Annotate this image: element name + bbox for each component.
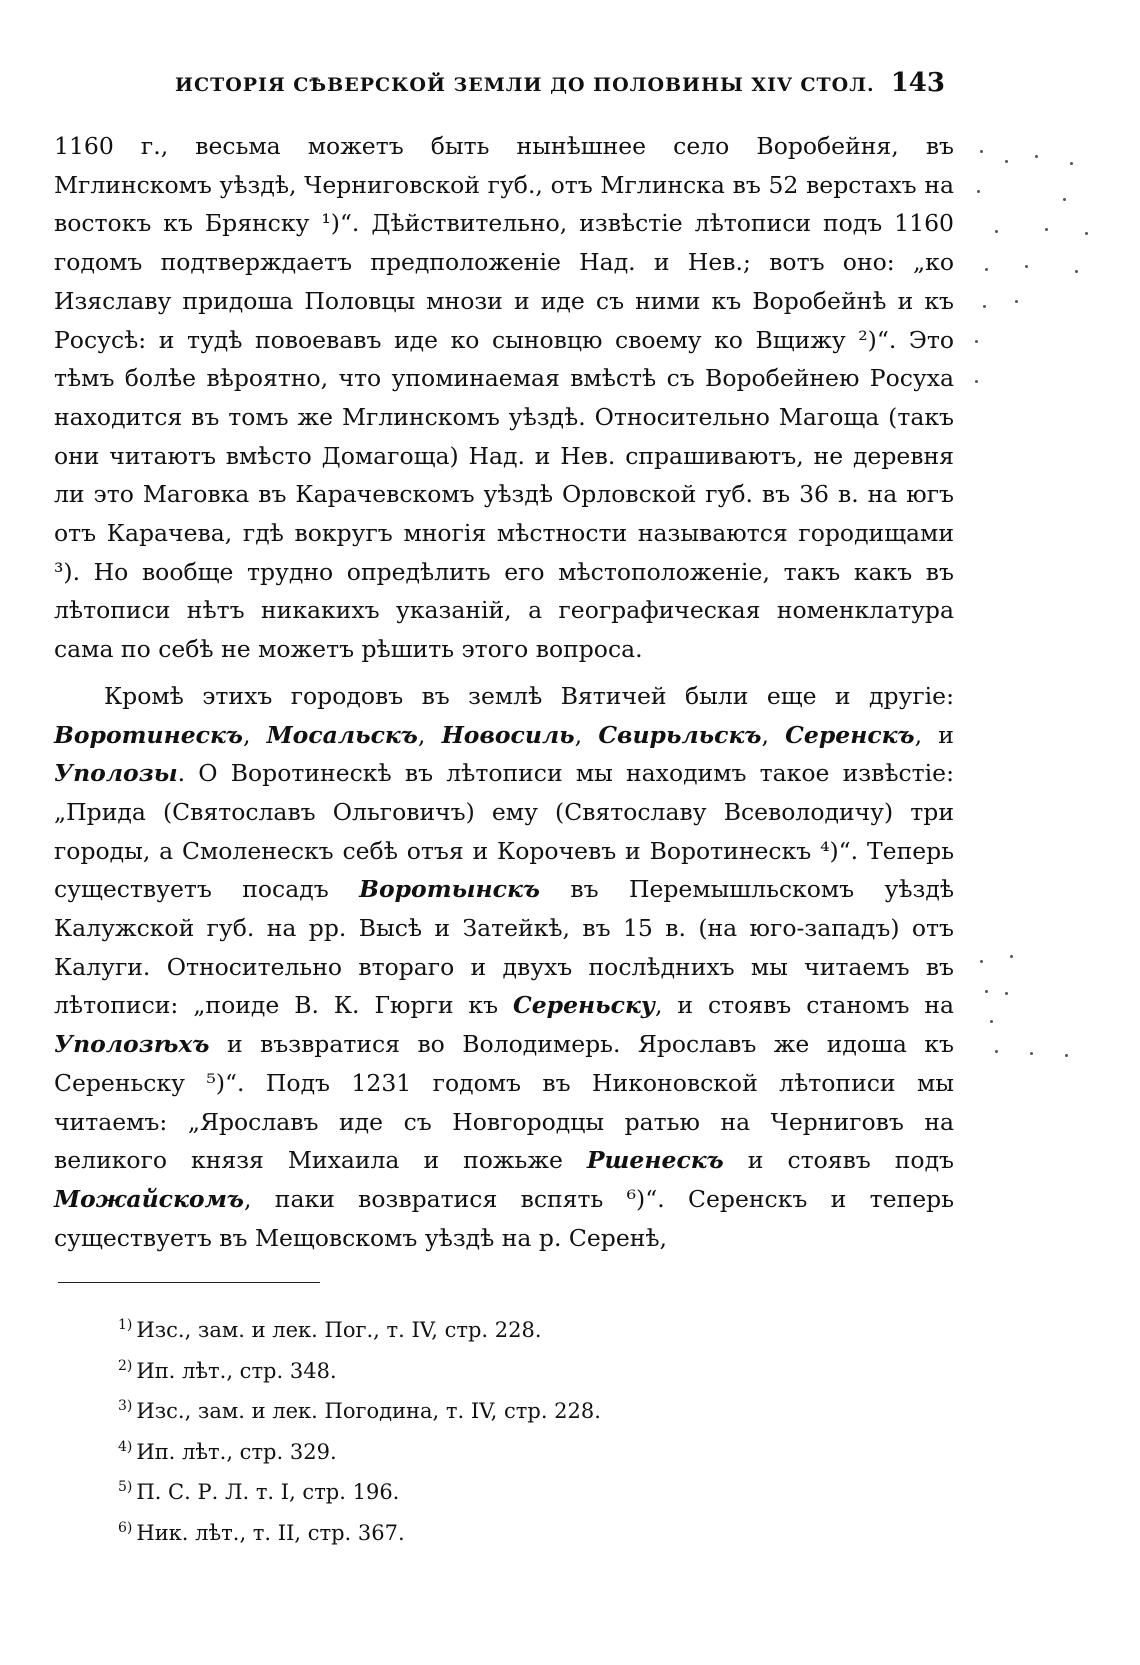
footnote-number: 5) (118, 1479, 133, 1495)
footnote (118, 1351, 938, 1392)
speck (1045, 228, 1048, 231)
footnote-number: 2) (118, 1357, 133, 1374)
speck (983, 305, 986, 308)
footnote (118, 1472, 938, 1513)
footnote-number: 4) (118, 1438, 133, 1455)
footnote-number: 6) (118, 1519, 133, 1536)
place-name: Сереньску (513, 991, 655, 1020)
speck (1075, 270, 1078, 273)
place-name: Мосальскъ (266, 720, 418, 749)
paragraph-1: 1160 г., весьма можетъ быть нынѣшнее село Воробейня, въ Мглинскомъ уѣздѣ, Черниговской губ., отъ Мглинска въ 52 верстахъ на востокъ къ Брянску ¹)“. Дѣйствительно, извѣстіе лѣтописи подъ 1160 годомъ подтверждаетъ предположеніе Над. и Нев.; вотъ оно: „ко Изяславу придоша Половцы мнози и иде съ ними къ Воробейнѣ и къ Росусѣ: и тудѣ повоевавъ иде ко сыновцю своему ко Вщижу ²)“. Это тѣмъ болѣе вѣроятно, что упоминаемая вмѣстѣ съ Воробейнею Росуха находится въ томъ же Мглинскомъ уѣздѣ. Относительно Магоща (такъ они читаютъ вмѣсто Домагоща) Над. и Нев. спрашиваютъ, не деревня ли это Маговка въ Карачевскомъ уѣздѣ Орловской губ. въ 36 в. на югъ отъ Карачева, гдѣ вокругъ многія мѣстности называются городищами ³). Но вообще трудно опредѣлить его мѣстоположеніе, такъ какъ въ лѣтописи нѣтъ никакихъ указаній, а географическая номенклатура сама по себѣ не можетъ рѣшить этого вопроса. (54, 132, 954, 664)
speck (1085, 232, 1088, 235)
speck (1035, 155, 1038, 158)
footnote-number: 1) (118, 1317, 133, 1333)
footnote-divider (58, 1282, 320, 1283)
footnote-text: П. С. Р. Л. т. I, стр. 196. (136, 1480, 400, 1504)
text-span: Кромѣ этихъ городовъ въ землѣ Вятичей были еще и другіе: (104, 681, 954, 710)
text-span: . О Воротинескѣ въ лѣтописи мы находимъ такое извѣстіе: „Прида (Святославъ Ольговичъ) ему (Святославу Всеволодичу) три городы, а Смоленескъ себѣ отъя и Корочевъ и Воротинескъ ⁴)“. Теперь существуетъ посадъ (54, 759, 954, 904)
footnote-number: 3) (118, 1398, 133, 1414)
text-span: , (761, 720, 786, 749)
text-span: , и (914, 720, 954, 749)
speck (975, 340, 978, 343)
footnote-text: Изс., зам. и лек. Погодина, т. IV, стр. 228. (136, 1399, 601, 1423)
place-name: Можайскомъ (54, 1184, 244, 1213)
place-name: Ршенескъ (586, 1146, 724, 1175)
page-header (55, 68, 945, 108)
speck (985, 990, 988, 993)
footnote (118, 1391, 938, 1432)
speck (975, 380, 978, 383)
page-number: 143 (890, 68, 945, 98)
place-name: Серенскъ (785, 720, 915, 749)
text-span: , и стоявъ станомъ на (654, 991, 955, 1020)
speck (1065, 1054, 1068, 1057)
speck (1025, 265, 1028, 268)
running-head: ИСТОРІЯ СѢВЕРСКОЙ ЗЕМЛИ ДО ПОЛОВИНЫ XIV СТОЛ. (175, 74, 875, 96)
place-name: Уполозѣхъ (54, 1030, 210, 1059)
speck (980, 960, 983, 963)
footnote (118, 1432, 938, 1473)
place-name: Новосиль (441, 720, 575, 749)
footnote (118, 1310, 938, 1351)
footnotes (118, 1310, 938, 1553)
footnote-text: Ип. лѣт., стр. 348. (136, 1358, 337, 1383)
text-span: , (242, 720, 267, 749)
text-span: , (417, 720, 442, 749)
speck (1015, 300, 1018, 303)
paragraph-2 (54, 677, 954, 1258)
footnote-text: Ип. лѣт., стр. 329. (136, 1439, 337, 1464)
speck (1070, 162, 1073, 165)
footnote-text: Ник. лѣт., т. II, стр. 367. (136, 1520, 405, 1545)
text-span: , (574, 720, 599, 749)
text-span: , паки возвратися вспять ⁶)“. Серенскъ и теперь существуетъ въ Мещовскомъ уѣздѣ на р. Серенѣ, (54, 1184, 954, 1252)
footnote (118, 1513, 938, 1554)
speck (1010, 955, 1013, 958)
speck (1005, 160, 1008, 163)
speck (995, 1050, 998, 1053)
margin-bleed-through-specks (975, 140, 1125, 1140)
place-name: Воротынскъ (359, 875, 540, 904)
speck (985, 268, 988, 271)
main-text (54, 127, 954, 1257)
place-name: Свирьльскъ (598, 720, 762, 749)
speck (1005, 992, 1008, 995)
footnote-text: Изс., зам. и лек. Пог., т. IV, стр. 228. (136, 1318, 542, 1342)
speck (980, 150, 983, 153)
place-name: Воротинескъ (54, 720, 243, 749)
speck (1063, 198, 1066, 201)
text-span: въ Перемышльскомъ уѣздѣ Калужской губ. на рр. Высѣ и Затейкѣ, въ 15 в. (на юго-западъ) отъ Калуги. Относительно втораго и двухъ послѣднихъ мы читаемъ въ лѣтописи: „поиде В. К. Гюрги къ (54, 875, 954, 1020)
speck (990, 1020, 993, 1023)
speck (995, 230, 998, 233)
speck (1030, 1052, 1033, 1055)
text-span: и възвратися во Володимерь. Ярославъ же идоша къ Сереньску ⁵)“. Подъ 1231 годомъ въ Никоновской лѣтописи мы читаемъ: „Ярославъ иде съ Новгородцы ратью на Черниговъ на великого князя Михаила и пожьже (54, 1030, 954, 1175)
text-span: и стоявъ подъ (723, 1146, 954, 1175)
speck (977, 190, 980, 193)
place-name: Уполозы (54, 759, 178, 788)
